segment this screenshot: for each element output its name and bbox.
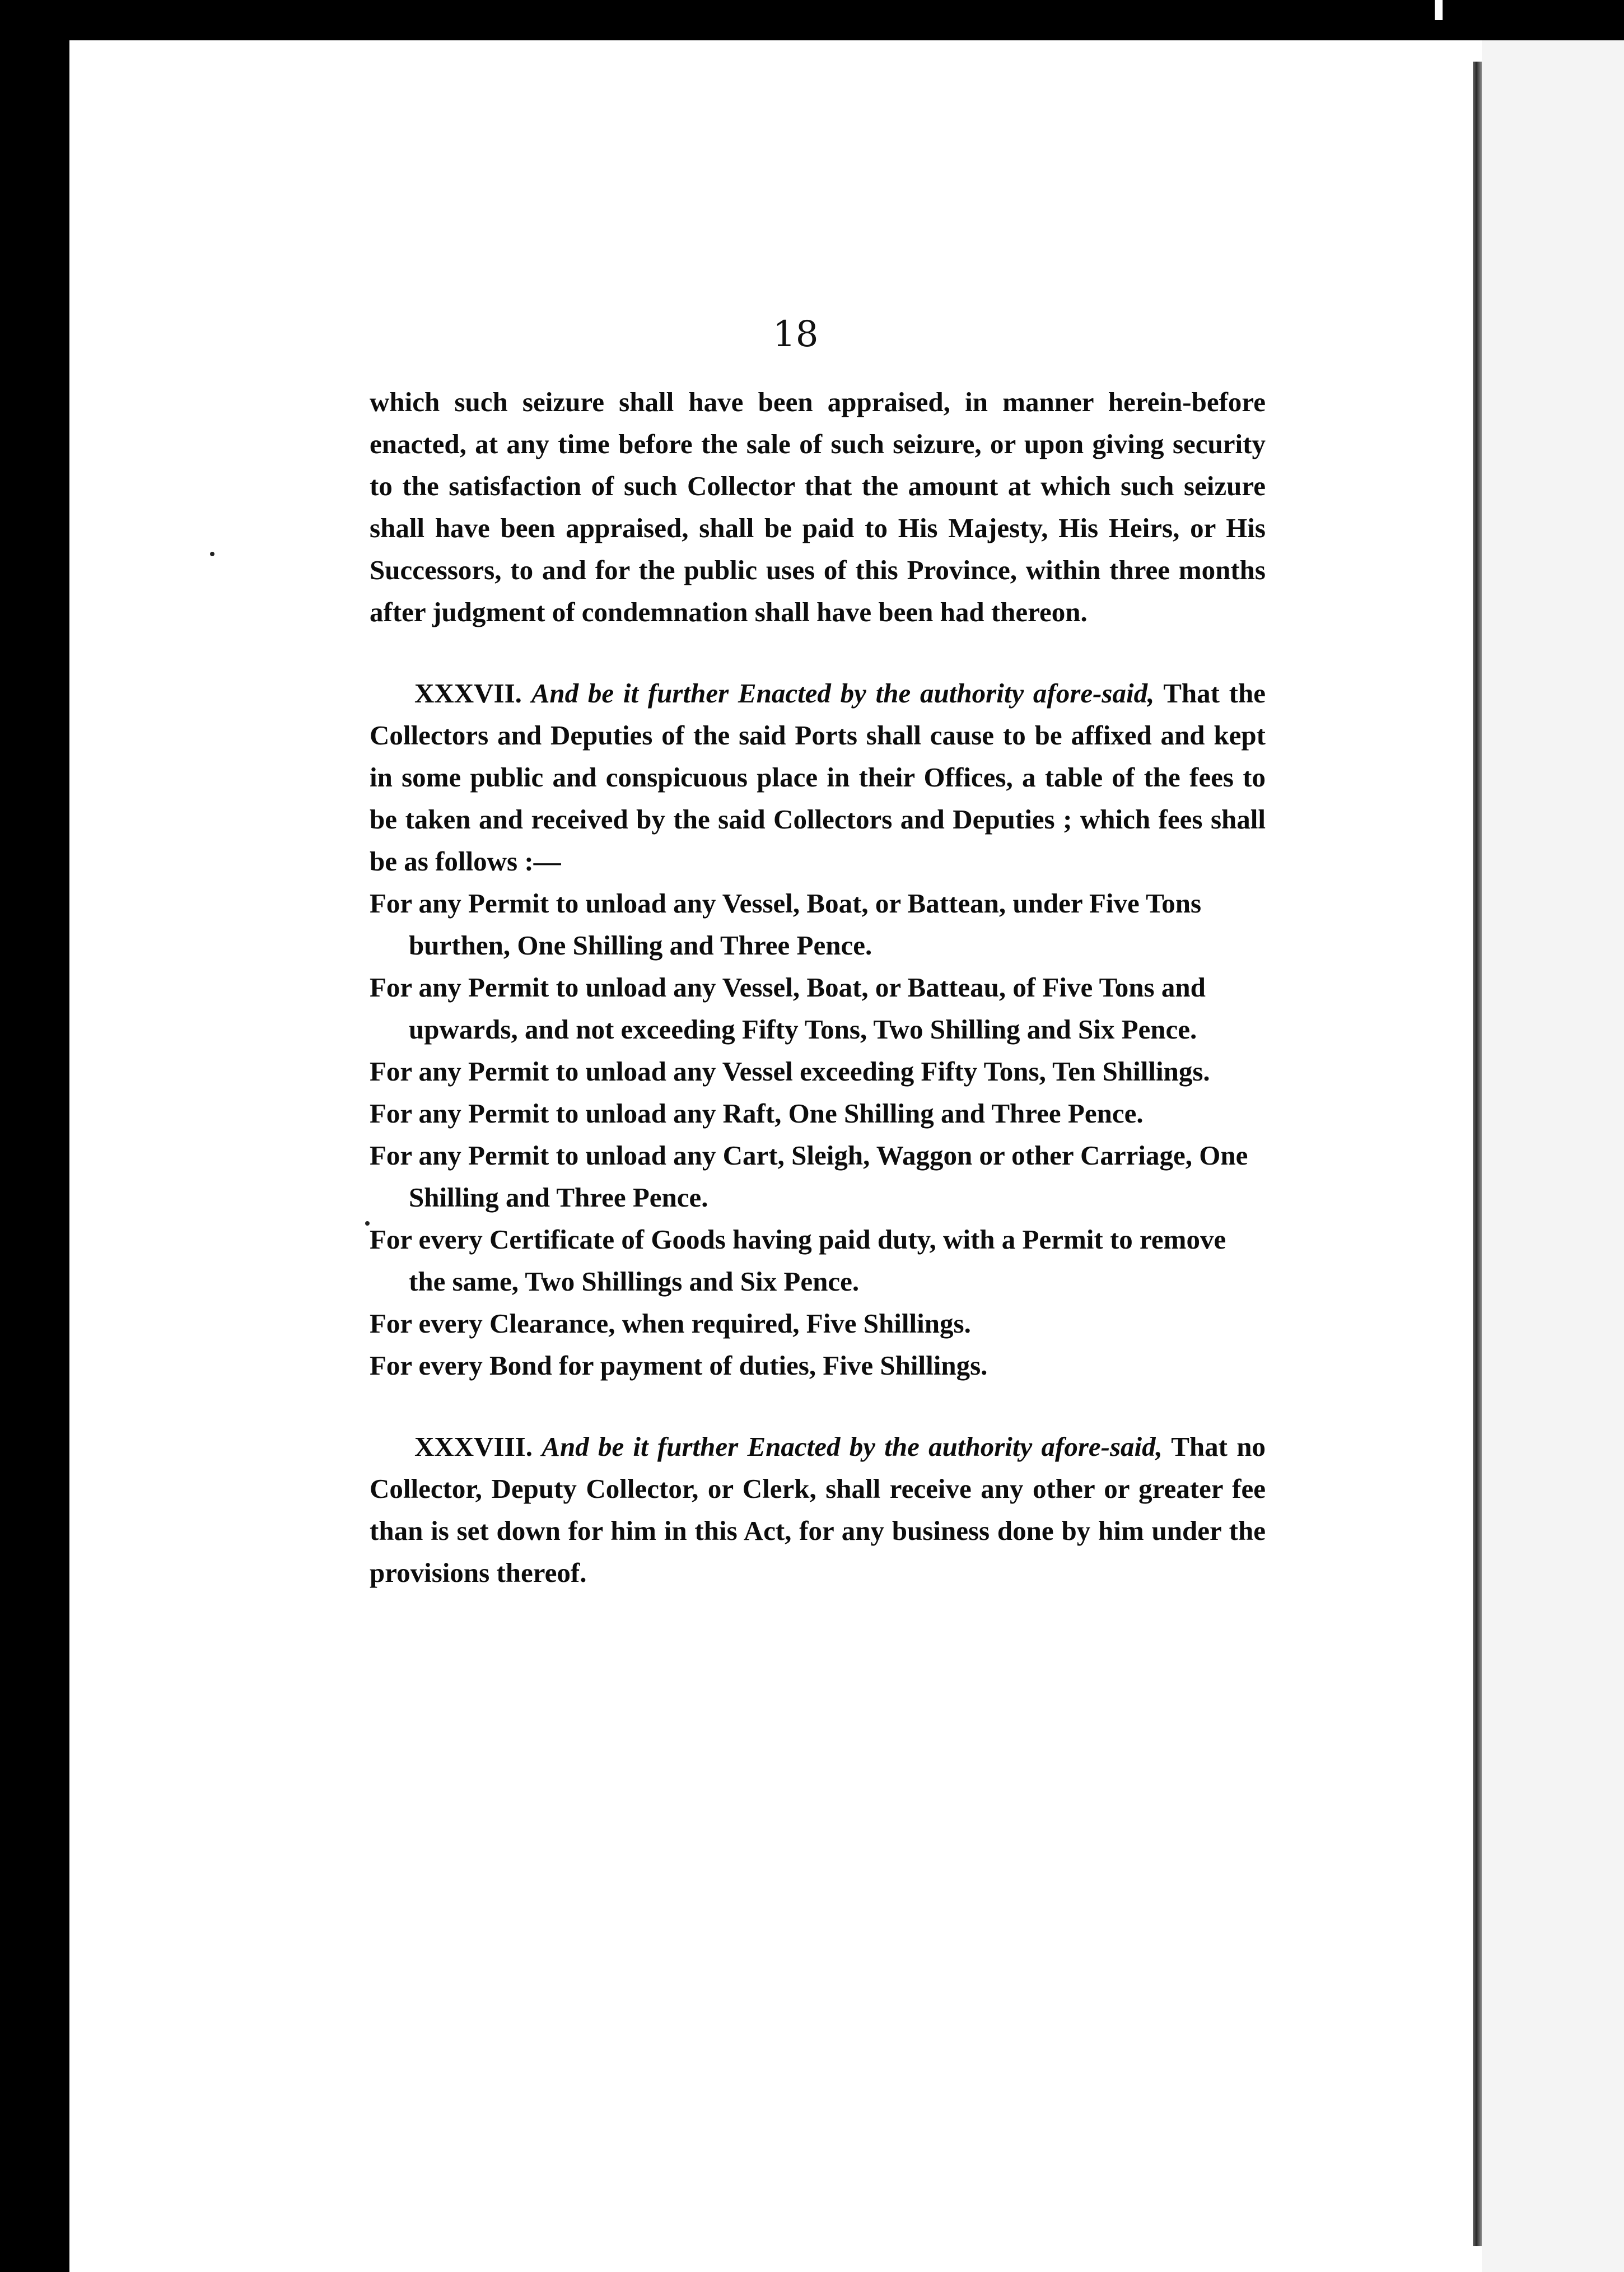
scan-top-border xyxy=(0,0,1624,40)
fee-item: For every Certificate of Goods having paid duty, with a Permit to remove the same, Two Shillings and Six Pence. xyxy=(370,1224,1226,1297)
section-number: XXXVIII. xyxy=(414,1431,533,1462)
document-body xyxy=(370,381,1266,1594)
fee-item: For every Bond for payment of duties, Five Shillings. xyxy=(370,1350,988,1381)
fee-item: For any Permit to unload any Raft, One Shilling and Three Pence. xyxy=(370,1098,1144,1129)
page-number: 18 xyxy=(773,314,819,355)
stray-mark xyxy=(210,552,214,556)
page-fold-edge xyxy=(1473,62,1482,2246)
fee-item: For any Permit to unload any Vessel exceeding Fifty Tons, Ten Shillings. xyxy=(370,1056,1210,1087)
section-body: That the Collectors and Deputies of the said Ports shall cause to be affixed and kept in some public and conspicuous place in their Offices, a table of the fees to be taken and received by the said Collectors and Deputies ; which fees shall be as follows :— xyxy=(370,678,1266,877)
fee-item: For any Permit to unload any Vessel, Boat, or Batteau, of Five Tons and upwards, and not exceeding Fifty Tons, Two Shilling and Six Pence. xyxy=(370,972,1206,1045)
scan-right-margin xyxy=(1482,40,1624,2272)
scan-left-border xyxy=(0,0,69,2272)
fee-table xyxy=(370,882,1266,1386)
stray-mark xyxy=(365,1221,370,1226)
section-xxxviii xyxy=(370,1426,1266,1594)
scan-top-border-gap xyxy=(1435,0,1443,20)
section-xxxvii xyxy=(370,672,1266,882)
fee-item: For every Clearance, when required, Five Shillings. xyxy=(370,1308,971,1339)
section-number: XXXVII. xyxy=(414,678,522,709)
section-body: That no Collector, Deputy Collector, or Clerk, shall receive any other or greater fee than is set down for him in this Act, for any business done by him under the provisions thereof. xyxy=(370,1431,1266,1588)
fee-item: For any Permit to unload any Vessel, Boat, or Battean, under Five Tons burthen, One Shilling and Three Pence. xyxy=(370,888,1202,961)
enactment-clause: And be it further Enacted by the authority afore-said, xyxy=(531,678,1155,709)
fee-item: For any Permit to unload any Cart, Sleigh, Waggon or other Carriage, One Shilling and Three Pence. xyxy=(370,1140,1248,1213)
continuation-paragraph: which such seizure shall have been appraised, in manner herein-before enacted, at any time before the sale of such seizure, or upon giving security to the satisfaction of such Collector that the amount at which such seizure shall have been appraised, shall be paid to His Majesty, His Heirs, or His Successors, to and for the public uses of this Province, within three months after judgment of condemnation shall have been had thereon. xyxy=(370,387,1266,627)
enactment-clause: And be it further Enacted by the authority afore-said, xyxy=(542,1431,1163,1462)
